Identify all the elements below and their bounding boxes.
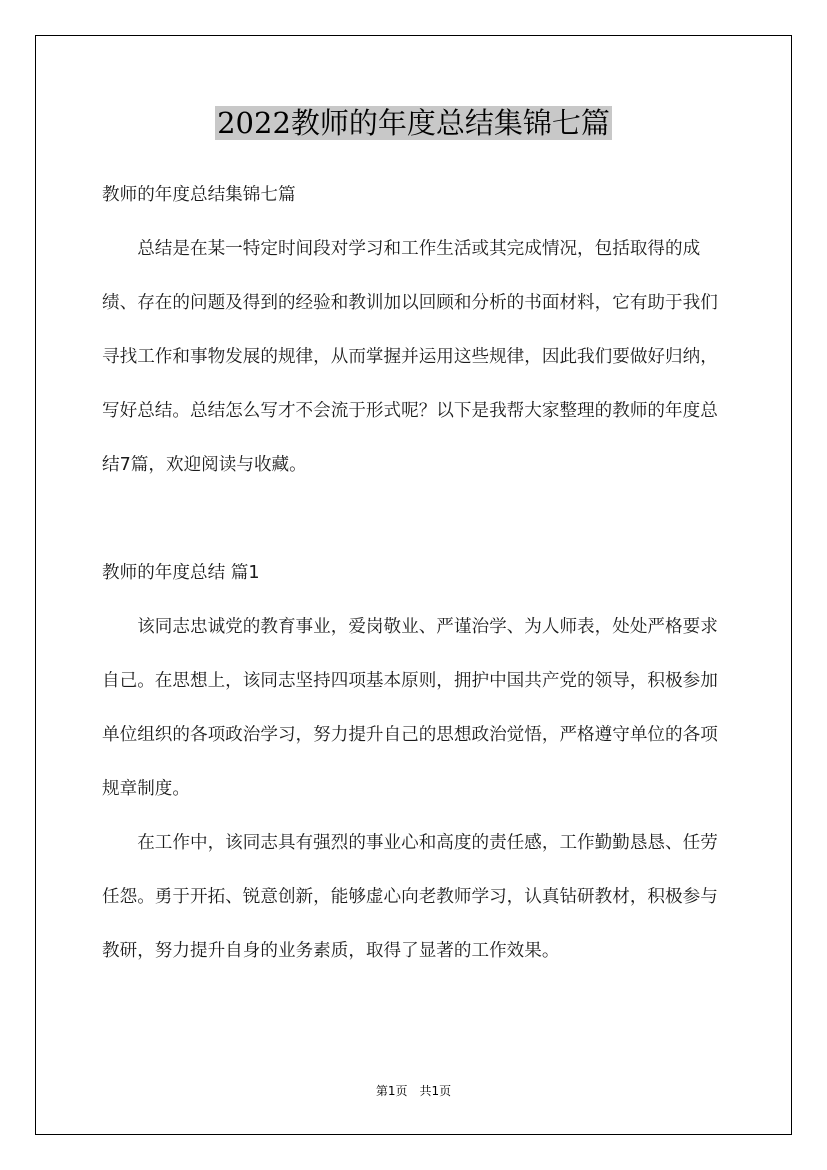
page-total: 共1页 xyxy=(419,1084,452,1098)
body-paragraph-1: 该同志忠诚党的教育事业，爱岗敬业、严谨治学、为人师表，处处严格要求自己。在思想上，该同志坚持四项基本原则，拥护中国共产党的领导，积极参加单位组织的各项政治学习，努力提升自己的思想政治觉悟，严格遵守单位的各项规章制度。 xyxy=(102,617,718,799)
document-subtitle: 教师的年度总结集锦七篇 xyxy=(102,185,296,205)
intro-paragraph: 总结是在某一特定时间段对学习和工作生活或其完成情况，包括取得的成绩、存在的问题及得到的经验和教训加以回顾和分析的书面材料，它有助于我们寻找工作和事物发展的规律，从而掌握并运用这些规律，因此我们要做好归纳，写好总结。总结怎么写才不会流于形式呢？以下是我帮大家整理的教师的年度总结7篇，欢迎阅读与收藏。 xyxy=(102,239,718,475)
document-body xyxy=(102,168,732,978)
section-spacer xyxy=(102,492,732,546)
section-heading: 教师的年度总结 篇1 xyxy=(102,563,260,583)
body-paragraph-2: 在工作中，该同志具有强烈的事业心和高度的责任感，工作勤勤恳恳、任劳任怨。勇于开拓、锐意创新，能够虚心向老教师学习，认真钻研教材，积极参与教研，努力提升自身的业务素质，取得了显著的工作效果。 xyxy=(102,833,718,961)
document-title xyxy=(0,98,827,148)
page-number: 第1页 xyxy=(375,1084,408,1098)
page-footer xyxy=(0,1082,827,1099)
document-title-text: 2022教师的年度总结集锦七篇 xyxy=(217,106,610,140)
